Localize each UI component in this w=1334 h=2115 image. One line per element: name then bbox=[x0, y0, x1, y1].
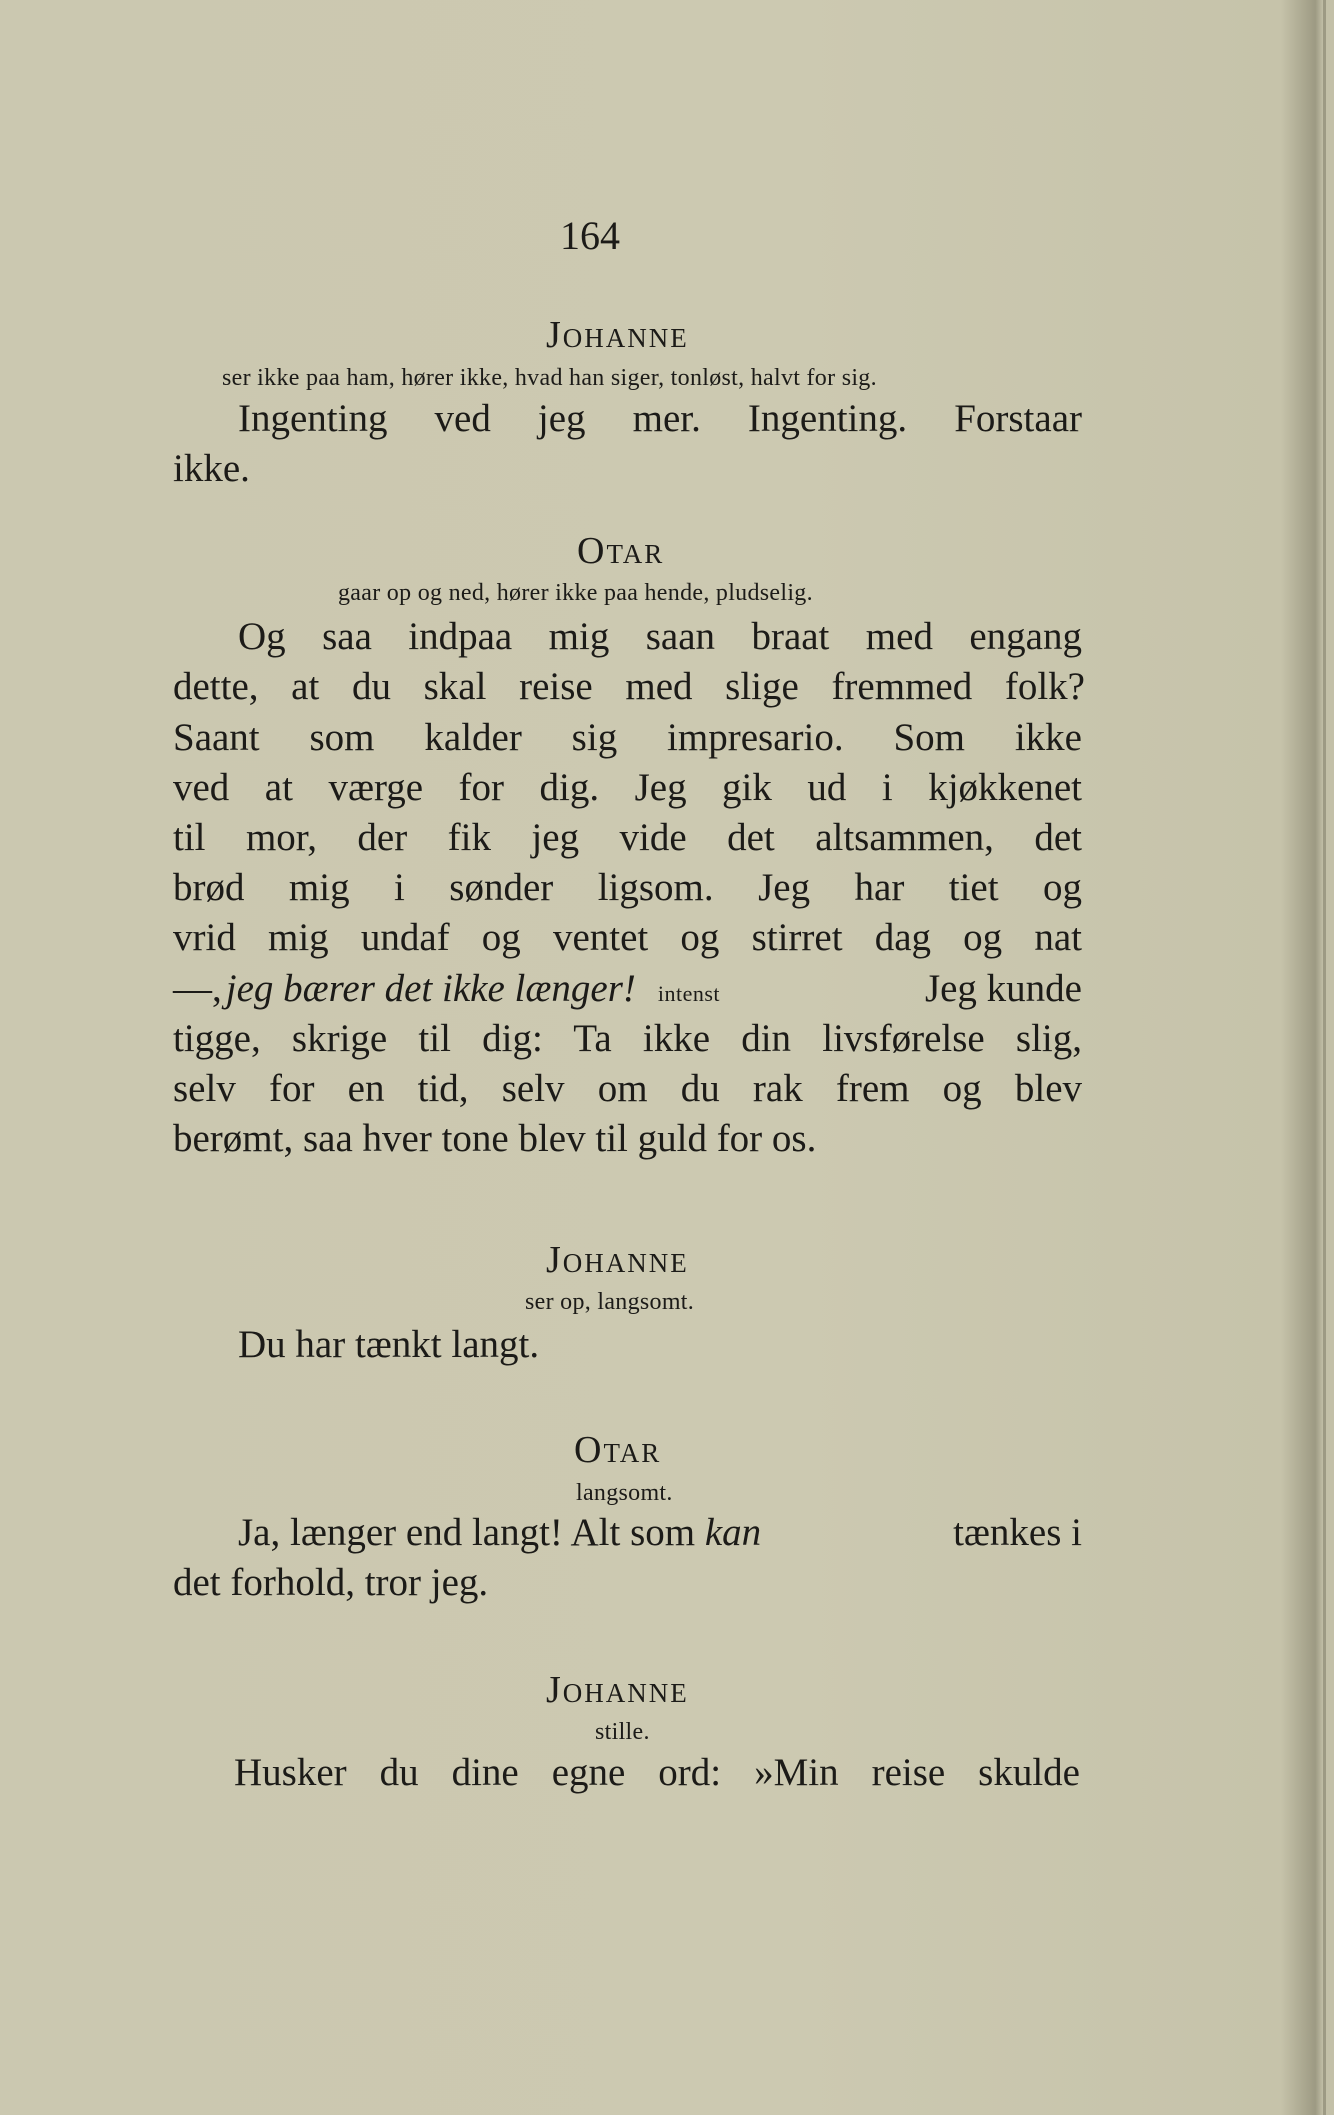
text-line: berømt, saa hver tone blev til guld for os. bbox=[173, 1117, 817, 1160]
text-line: Ingenting ved jeg mer. Ingenting. Forstaar bbox=[238, 397, 1082, 440]
text-line-mixed bbox=[238, 1508, 1082, 1558]
page-number: 164 bbox=[560, 213, 620, 258]
stage-direction: ser op, langsomt. bbox=[525, 1289, 695, 1315]
text-line: tigge, skrige til dig: Ta ikke din livsførelse slig, bbox=[173, 1017, 1082, 1060]
text-fragment: Jeg kunde bbox=[924, 967, 1082, 1010]
text-fragment: tænkes i bbox=[943, 1511, 1082, 1554]
text-line: vrid mig undaf og ventet og stirret dag og nat bbox=[173, 916, 1082, 959]
text-line: det forhold, tror jeg. bbox=[173, 1561, 489, 1604]
inline-stage-direction: intenst bbox=[657, 981, 721, 1006]
speaker-name: Otar bbox=[574, 1429, 662, 1471]
text-line: ved at værge for dig. Jeg gik ud i kjøkkenet bbox=[173, 766, 1082, 809]
text-line: Og saa indpaa mig saan braat med engang bbox=[238, 615, 1082, 658]
text-line: til mor, der fik jeg vide det altsammen, det bbox=[173, 816, 1082, 859]
text-line-mixed bbox=[173, 964, 1082, 1019]
speaker-name: Johanne bbox=[546, 1669, 689, 1711]
text-line: ikke. bbox=[173, 447, 250, 490]
stage-direction: gaar op og ned, hører ikke paa hende, pludselig. bbox=[338, 580, 813, 606]
italic-emphasis: kan bbox=[704, 1511, 762, 1554]
speaker-name: Otar bbox=[577, 530, 665, 572]
stage-direction: stille. bbox=[595, 1719, 650, 1745]
speaker-name: Johanne bbox=[546, 314, 689, 356]
speaker-name: Johanne bbox=[546, 1239, 689, 1281]
italic-emphasis: jeg bærer det ikke længer! bbox=[225, 967, 636, 1010]
text-line: brød mig i sønder ligsom. Jeg har tiet og bbox=[173, 866, 1082, 909]
text-fragment: —, bbox=[173, 967, 222, 1010]
stage-direction: langsomt. bbox=[576, 1480, 673, 1506]
text-line: Du har tænkt langt. bbox=[238, 1323, 540, 1366]
text-line: dette, at du skal reise med slige fremmed folk? bbox=[173, 665, 1085, 708]
text-line: Husker du dine egne ord: »Min reise skulde bbox=[234, 1751, 1080, 1794]
text-fragment: Ja, længer end langt! Alt som bbox=[238, 1511, 705, 1554]
stage-direction: ser ikke paa ham, hører ikke, hvad han siger, tonløst, halvt for sig. bbox=[222, 365, 877, 391]
text-line: selv for en tid, selv om du rak frem og blev bbox=[173, 1067, 1082, 1110]
page-edge-shadow bbox=[1323, 0, 1326, 2115]
text-line: Saant som kalder sig impresario. Som ikke bbox=[173, 716, 1082, 759]
